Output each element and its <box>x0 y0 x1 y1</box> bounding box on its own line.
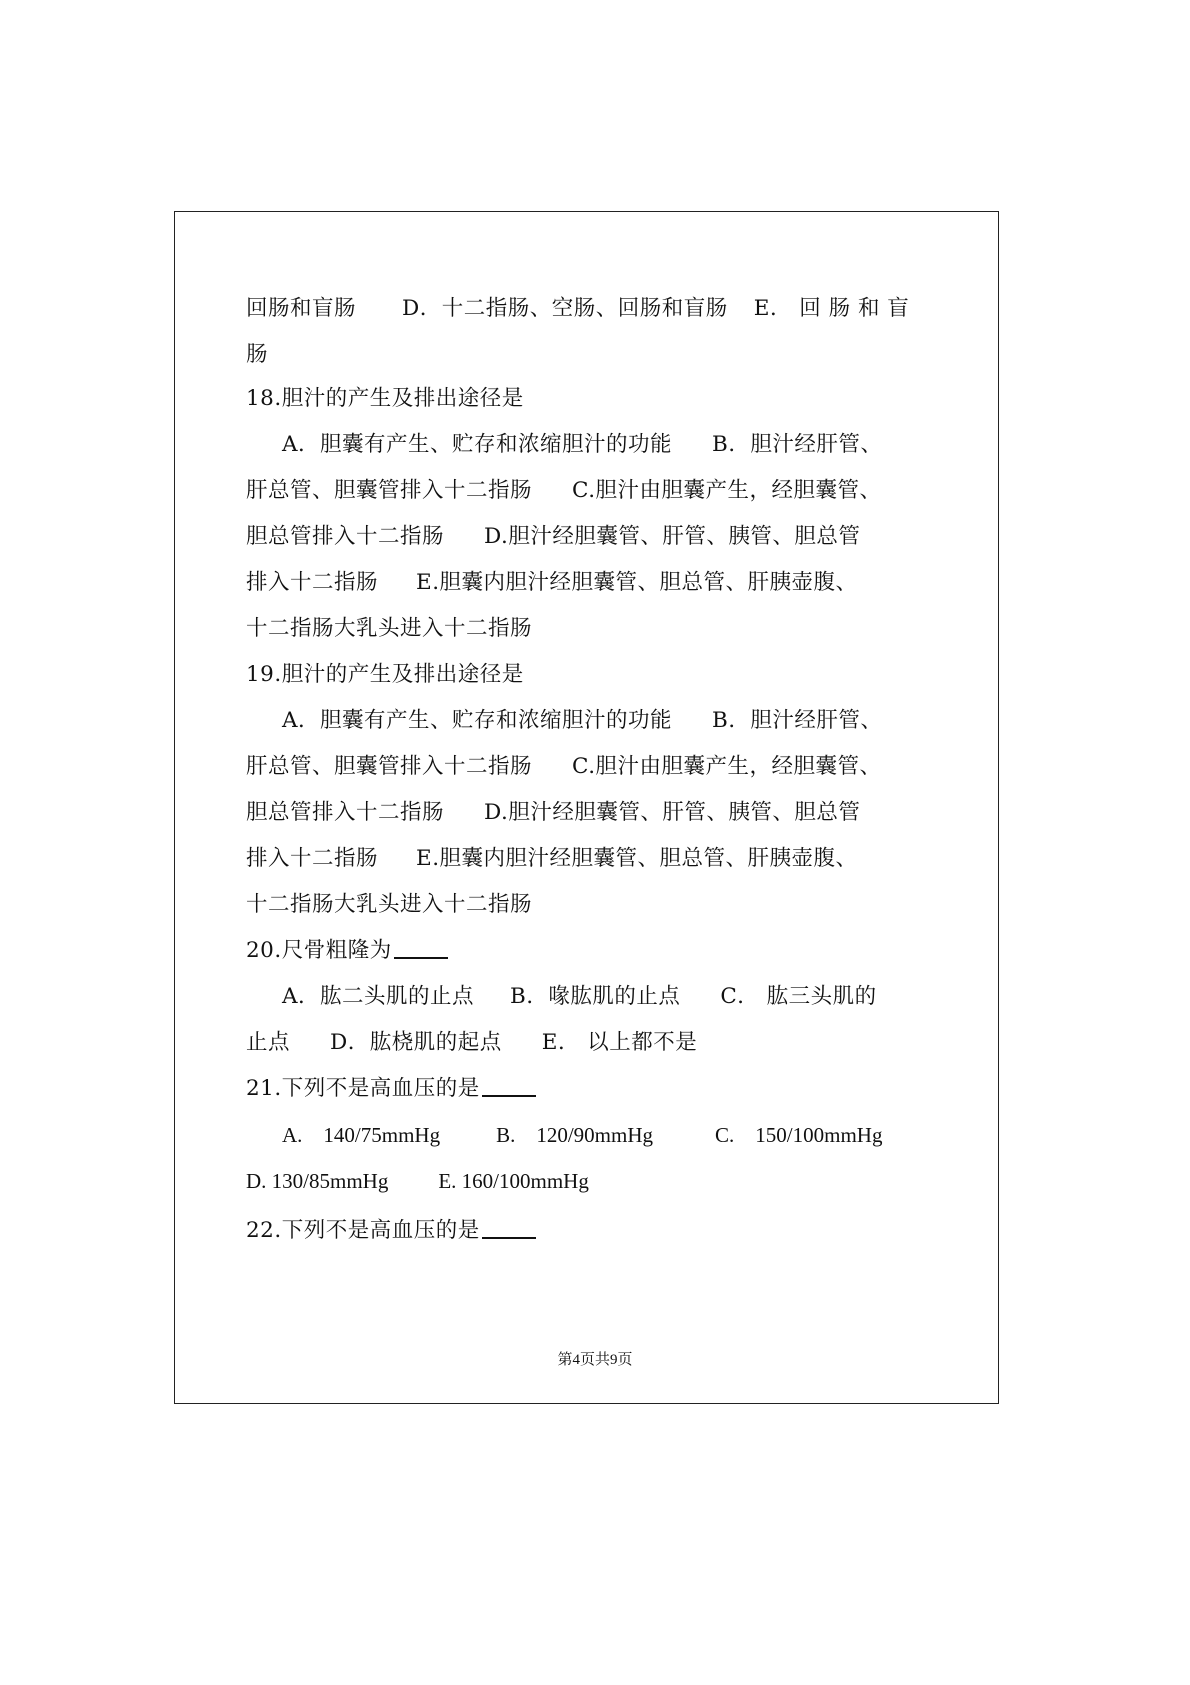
option-e: E.胆囊内胆汁经胆囊管、胆总管、肝胰壶腹、 <box>416 846 858 871</box>
q18-line-3 <box>246 514 926 560</box>
option-d-tail: 排入十二指肠 <box>246 570 379 595</box>
q20-line-2 <box>246 1020 926 1066</box>
option-b-tail: 肝总管、胆囊管排入十二指肠 <box>246 754 533 779</box>
question-stem: 20.尺骨粗隆为 <box>246 938 392 963</box>
continuation-line-1 <box>246 286 926 332</box>
option-b: B．胆汁经肝管、 <box>712 432 883 457</box>
q19-line-4 <box>246 836 926 882</box>
continuation-line-2 <box>246 332 926 376</box>
question-content <box>246 286 926 1254</box>
answer-blank <box>482 1073 536 1097</box>
q18-stem <box>246 376 926 422</box>
option-e-tail: 十二指肠大乳头进入十二指肠 <box>246 616 533 641</box>
option-a: A．胆囊有产生、贮存和浓缩胆汁的功能 <box>282 432 673 457</box>
option-d: D. 130/85mmHg <box>246 1169 389 1193</box>
q19-line-1 <box>246 698 926 744</box>
option-e-tail: 肠 <box>246 342 269 367</box>
option-e: E． 以上都不是 <box>541 1030 698 1055</box>
option-c-tail: 胆总管排入十二指肠 <box>246 524 445 549</box>
option-a: A．肱二头肌的止点 <box>282 984 475 1009</box>
q18-line-4 <box>246 560 926 606</box>
option-e-tail: 十二指肠大乳头进入十二指肠 <box>246 892 533 917</box>
option-d: D．肱桡肌的起点 <box>330 1030 502 1055</box>
option-e: E. 160/100mmHg <box>438 1169 589 1193</box>
option-c: C． 肱三头肌的 <box>720 984 877 1009</box>
question-stem: 21.下列不是高血压的是 <box>246 1076 480 1101</box>
q19-stem <box>246 652 926 698</box>
question-stem: 18.胆汁的产生及排出途径是 <box>246 386 524 411</box>
answer-blank <box>482 1215 536 1239</box>
option-b: B. 120/90mmHg <box>496 1123 654 1147</box>
option-a: A．胆囊有产生、贮存和浓缩胆汁的功能 <box>282 708 673 733</box>
option-d: D.胆汁经胆囊管、肝管、胰管、胆总管 <box>484 800 861 825</box>
option-c-tail: 胆总管排入十二指肠 <box>246 800 445 825</box>
option-d: D．十二指肠、空肠、回肠和盲肠 <box>402 296 728 321</box>
option-c: C. 150/100mmHg <box>715 1123 883 1147</box>
option-a-tail: 回肠和盲肠 <box>246 296 357 321</box>
q21-line-2 <box>246 1158 926 1204</box>
option-c: C.胆汁由胆囊产生，经胆囊管、 <box>572 754 882 779</box>
q20-stem <box>246 928 926 974</box>
option-b: B．胆汁经肝管、 <box>712 708 883 733</box>
q18-line-5 <box>246 606 926 652</box>
option-d: D.胆汁经胆囊管、肝管、胰管、胆总管 <box>484 524 861 549</box>
page-number: 第4页共9页 <box>557 1352 633 1368</box>
option-e: E.胆囊内胆汁经胆囊管、胆总管、肝胰壶腹、 <box>416 570 858 595</box>
q21-stem <box>246 1066 926 1112</box>
q21-line-1 <box>246 1112 926 1158</box>
option-a: A. 140/75mmHg <box>282 1123 441 1147</box>
q18-line-2 <box>246 468 926 514</box>
q19-line-5 <box>246 882 926 928</box>
option-b-tail: 肝总管、胆囊管排入十二指肠 <box>246 478 533 503</box>
q20-line-1 <box>246 974 926 1020</box>
question-stem: 19.胆汁的产生及排出途径是 <box>246 662 524 687</box>
q19-line-2 <box>246 744 926 790</box>
q18-line-1 <box>246 422 926 468</box>
option-c-tail: 止点 <box>246 1030 291 1055</box>
option-b: B．喙肱肌的止点 <box>510 984 681 1009</box>
option-e: E． 回 肠 和 盲 <box>753 296 910 321</box>
option-d-tail: 排入十二指肠 <box>246 846 379 871</box>
answer-blank <box>394 935 448 959</box>
q19-line-3 <box>246 790 926 836</box>
q22-stem <box>246 1208 926 1254</box>
question-stem: 22.下列不是高血压的是 <box>246 1218 480 1243</box>
option-c: C.胆汁由胆囊产生，经胆囊管、 <box>572 478 882 503</box>
